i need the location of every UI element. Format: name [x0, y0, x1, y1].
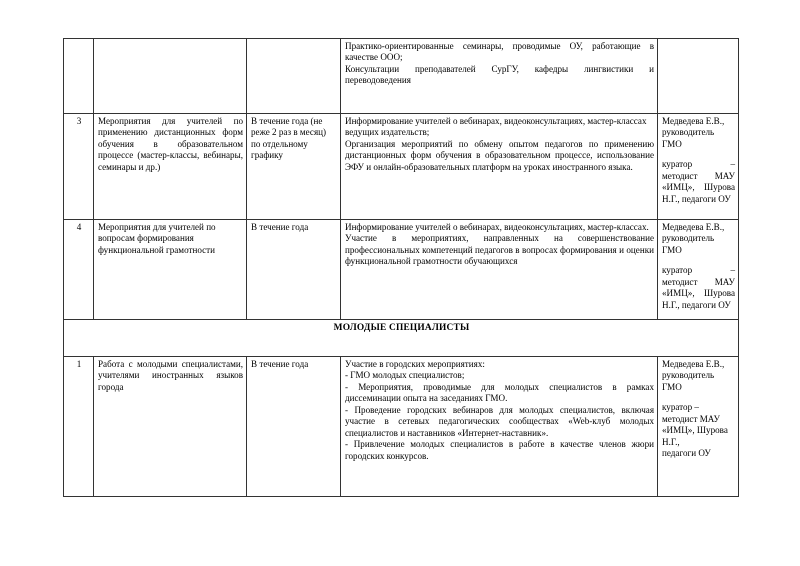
responsible-line: руководитель ГМО [662, 370, 715, 392]
responsible-line: руководитель ГМО [662, 127, 715, 149]
row-responsible-cell [658, 39, 739, 114]
activity-plan-table [63, 38, 739, 497]
desc-line: - Мероприятия, проводимые для молодых специалистов в рамках диссеминации опыта на заседаниях ГМО. [345, 381, 654, 404]
row-number-cell: 1 [64, 357, 94, 497]
responsible-spacer [662, 150, 735, 159]
row-desc-cell [341, 220, 658, 320]
responsible-line: Медведева Е.В., [662, 116, 725, 126]
responsible-spacer [662, 393, 735, 402]
desc-line: Консультации преподавателей СурГУ, кафедры лингвистики и переводоведения [345, 63, 654, 86]
section-header-cell [64, 320, 739, 357]
responsible-line: куратор – методист МАУ «ИМЦ», Шурова Н.Г., педагоги ОУ [662, 159, 735, 204]
responsible-line: руководитель ГМО [662, 233, 715, 255]
table-row [64, 114, 739, 220]
row-term-cell: В течение года [247, 220, 341, 320]
row-number-cell: 3 [64, 114, 94, 220]
row-event-cell: Мероприятия для учителей по вопросам формирования функциональной грамотности [94, 220, 247, 320]
desc-line: - ГМО молодых специалистов; [345, 370, 465, 381]
desc-line: - Проведение городских вебинаров для молодых специалистов, включая участие в сетевых педагогических сообществах «Web-клуб молодых специалистов и наставников «Интернет-наставник». [345, 404, 654, 438]
desc-line: Информирование учителей о вебинарах, видеоконсультациях, мастер-классах ведущих издательств; [345, 116, 647, 138]
responsible-line: куратор – методист МАУ «ИМЦ», Шурова Н.Г., педагоги ОУ [662, 265, 735, 310]
row-term-cell [247, 39, 341, 114]
desc-line: Участие в городских мероприятиях: [345, 359, 485, 369]
row-number-cell [64, 39, 94, 114]
desc-line: - Привлечение молодых специалистов в работе в качестве членов жюри городских конкурсов. [345, 439, 654, 461]
table-row [64, 39, 739, 114]
desc-line: Информирование учителей о вебинарах, видеоконсультациях, мастер-классах. [345, 222, 649, 232]
row-responsible-cell [658, 114, 739, 220]
responsible-line: педагоги ОУ [662, 448, 711, 459]
responsible-spacer [662, 256, 735, 265]
row-desc-cell [341, 114, 658, 220]
desc-line: Организация мероприятий по обмену опытом педагогов по применению дистанционных форм обучения в образовательном процессе, использование ЭФУ и онлайн-образовательных платформ на уроках иностранного языка. [345, 138, 654, 172]
desc-line: Участие в мероприятиях, направленных на совершенствование профессиональных компетенций педагогов в вопросах формирования и оценки функциональной грамотности обучающихся [345, 233, 654, 267]
row-event-cell [94, 39, 247, 114]
row-responsible-cell [658, 357, 739, 497]
section-title: МОЛОДЫЕ СПЕЦИАЛИСТЫ [333, 323, 470, 333]
table-row [64, 357, 739, 497]
row-term-cell: В течение года [247, 357, 341, 497]
responsible-line: Медведева Е.В., [662, 359, 725, 369]
section-header-row [64, 320, 739, 357]
row-responsible-cell [658, 220, 739, 320]
row-event-cell: Мероприятия для учителей по применению дистанционных форм обучения в образовательном процессе (мастер-классы, вебинары, семинары и др.) [94, 114, 247, 220]
desc-line: Практико-ориентированные семинары, проводимые ОУ, работающие в качестве ООО; [345, 41, 654, 63]
responsible-line: Медведева Е.В., [662, 222, 725, 232]
row-number-cell: 4 [64, 220, 94, 320]
row-event-cell: Работа с молодыми специалистами, учителями иностранных языков города [94, 357, 247, 497]
responsible-line: куратор – методист МАУ «ИМЦ», Шурова Н.Г., [662, 402, 728, 447]
row-desc-cell [341, 39, 658, 114]
row-desc-cell [341, 357, 658, 497]
table-row [64, 220, 739, 320]
row-term-cell: В течение года (не реже 2 раз в месяц) по отдельному графику [247, 114, 341, 220]
